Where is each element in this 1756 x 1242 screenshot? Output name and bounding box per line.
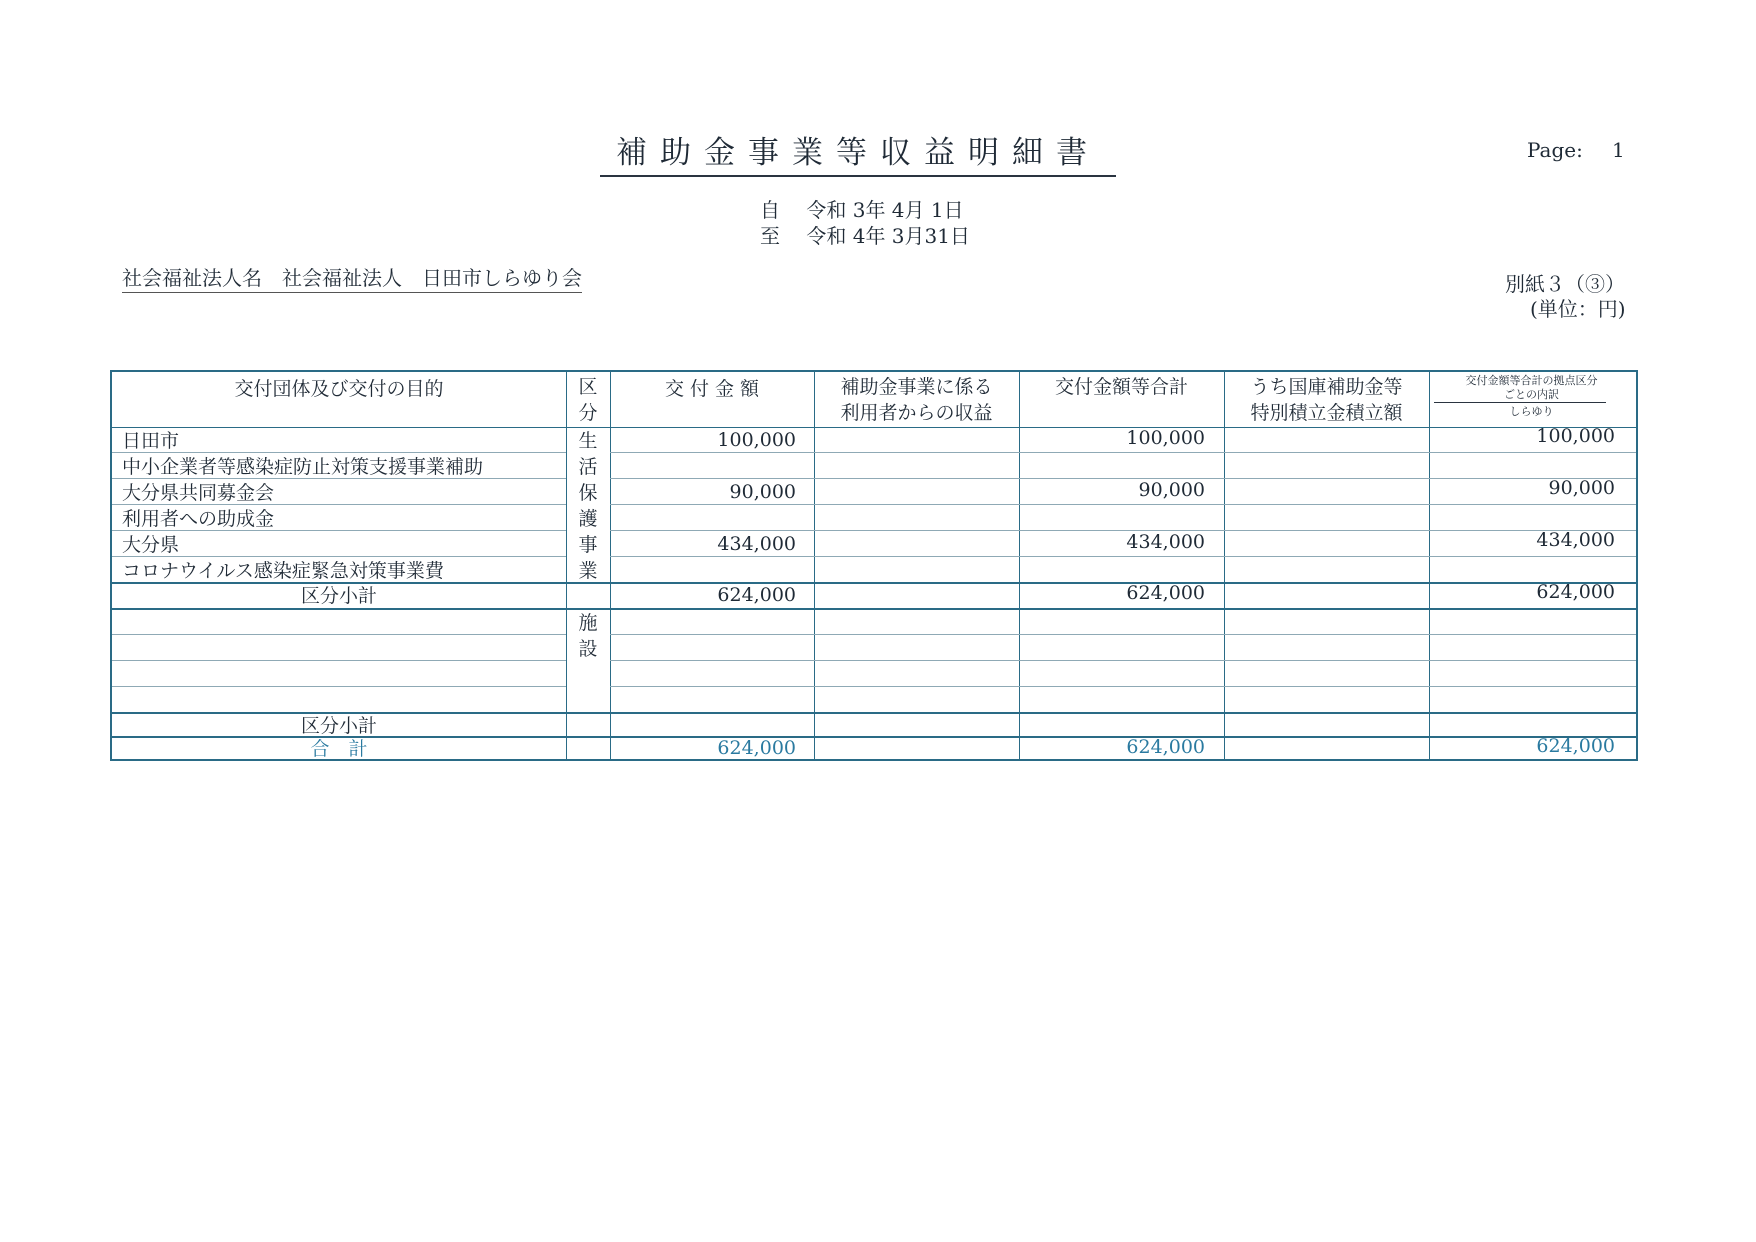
grand-total-total: 624,000: [1126, 736, 1205, 758]
grant-income-table: [110, 370, 1638, 761]
period-from: [760, 194, 964, 223]
page-title: 補助金事業等収益明細書: [600, 133, 1116, 177]
header-grant: 交 付 金 額: [664, 378, 760, 400]
page-number: 1: [1612, 138, 1625, 162]
row-text: 利用者への助成金: [122, 508, 275, 530]
header-category: 区 分: [578, 376, 598, 424]
period-from-label: 自: [760, 198, 780, 222]
row-text: コロナウイルス感染症緊急対策事業費: [122, 560, 444, 582]
header-breakdown: 交付金額等合計の拠点区分 ごとの内訳: [1465, 374, 1598, 401]
corporation-name: 社会福祉法人名 社会福祉法人 日田市しらゆり会: [122, 262, 582, 293]
row-total: 434,000: [1126, 531, 1205, 553]
grand-total-label: 合 計: [310, 738, 368, 760]
section1-subtotal-label: 区分小計: [300, 585, 377, 607]
row-grant: 90,000: [729, 481, 796, 503]
header-breakdown-sub: しらゆり: [1509, 405, 1554, 418]
period-from-value: 令和 3年 4月 1日: [806, 198, 964, 222]
section1-category: 生 活 保 護 事 業: [578, 430, 598, 582]
section2-subtotal-label: 区分小計: [300, 715, 377, 737]
row-text: 大分県共同募金会: [122, 482, 275, 504]
row-text: 中小企業者等感染症防止対策支援事業補助: [122, 456, 484, 478]
page-label: Page:: [1527, 138, 1583, 162]
period-to: [760, 220, 970, 249]
row-breakdown: 90,000: [1548, 477, 1615, 499]
row-total: 90,000: [1138, 479, 1205, 501]
row-breakdown: 100,000: [1536, 425, 1615, 447]
row-text: 大分県: [122, 534, 180, 556]
row-grant: 100,000: [717, 429, 796, 451]
unit-label: (単位：円): [1530, 297, 1626, 321]
header-total: 交付金額等合計: [1054, 376, 1188, 398]
grand-total-breakdown: 624,000: [1536, 735, 1615, 757]
row-grant: 434,000: [717, 533, 796, 555]
row-breakdown: 434,000: [1536, 529, 1615, 551]
row-text: 日田市: [122, 430, 180, 452]
attachment-label: 別紙３（③）: [1505, 272, 1625, 296]
section2-category: 施 設: [578, 612, 598, 660]
grand-total-grant: 624,000: [717, 737, 796, 759]
period-to-label: 至: [760, 224, 780, 248]
header-purpose: 交付団体及び交付の目的: [234, 378, 444, 400]
section1-subtotal-grant: 624,000: [717, 584, 796, 606]
header-reserve: うち国庫補助金等 特別積立金積立額: [1250, 376, 1403, 424]
period-to-value: 令和 4年 3月31日: [806, 224, 970, 248]
header-user-income: 補助金事業に係る 利用者からの収益: [840, 376, 993, 424]
section1-subtotal-breakdown: 624,000: [1536, 581, 1615, 603]
section1-subtotal-total: 624,000: [1126, 582, 1205, 604]
row-total: 100,000: [1126, 427, 1205, 449]
